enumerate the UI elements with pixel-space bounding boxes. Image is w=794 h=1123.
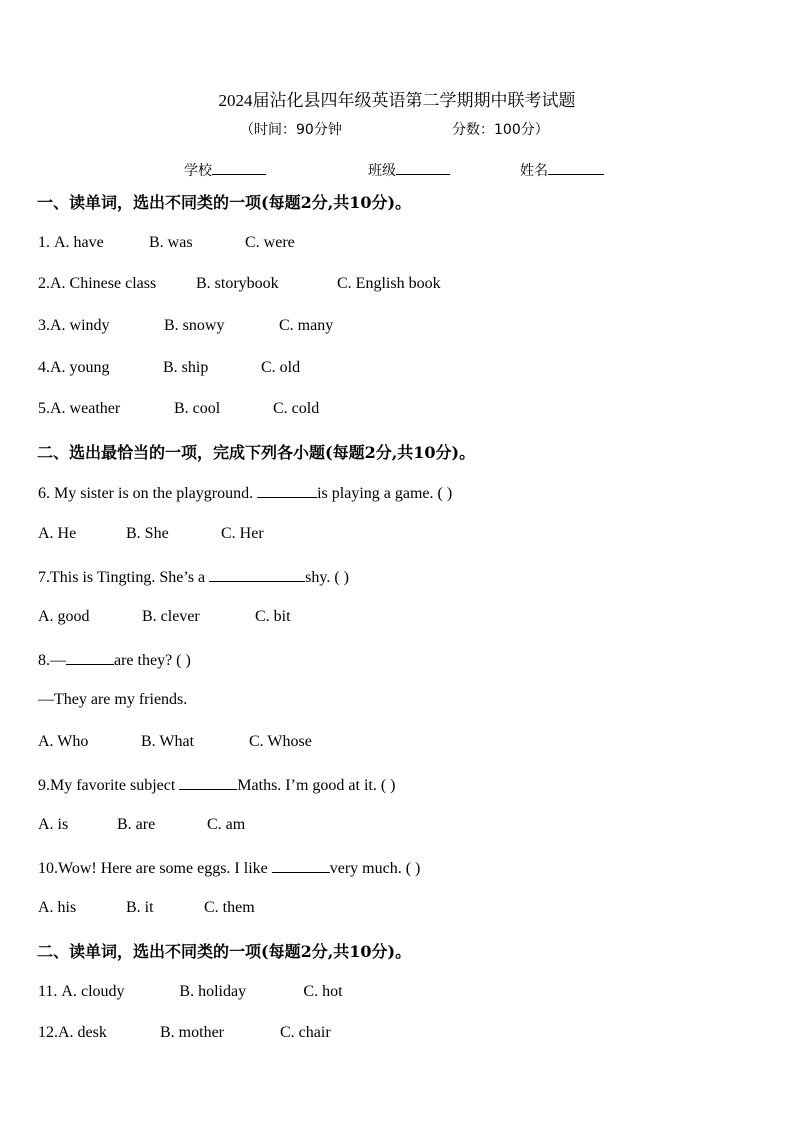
option-c: C. were [245,234,295,251]
option-a: A. have [54,234,104,251]
option-b: B. it [126,899,154,916]
question-8-answer: —They are my friends. [38,691,188,708]
option-c: C. hot [303,983,343,1000]
option-b: B. storybook [196,275,279,292]
option-b: B. was [149,234,193,251]
option-a: A. his [38,899,77,916]
section-heading: 二、读单词，选出不同类的一项(每题2分,共10分)。 [37,942,412,961]
option-a: A. He [38,525,77,542]
option-b: B. snowy [164,317,225,334]
option-c: C. Her [221,525,264,542]
class-field [368,160,450,180]
exam-time: （时间：90分钟 [240,122,342,138]
question-stem: 6. My sister is on the playground. [38,485,258,502]
question-stem-end: very much. ( ) [329,860,421,877]
option-b: B. What [141,733,195,750]
option-a: A. windy [50,317,110,334]
question-2 [38,275,441,293]
option-b: B. are [117,816,156,833]
option-b: B. mother [160,1024,224,1041]
option-a: A. weather [50,400,121,417]
question-number: 3. [38,317,50,334]
option-a: A. Who [38,733,89,750]
option-c: C. many [279,317,334,334]
name-label: 姓名 [520,163,548,179]
question-stem: 7.This is Tingting. She’s a [38,569,210,586]
section-heading: 二、选出最恰当的一项，完成下列各小题(每题2分,共10分)。 [37,443,476,462]
name-field [520,160,604,180]
option-b: B. cool [174,400,221,417]
answer-blank[interactable] [272,858,330,873]
answer-blank[interactable] [257,483,317,498]
question-stem-end: is playing a game. ( ) [317,485,453,502]
class-label: 班级 [368,163,396,179]
options-7 [38,608,291,626]
exam-score: 分数：100分） [452,122,549,138]
name-blank[interactable] [548,160,604,175]
option-b: B. holiday [179,983,247,1000]
option-b: B. ship [163,359,209,376]
question-10 [38,858,420,878]
option-a: A. Chinese class [50,275,157,292]
question-number: 5. [38,400,50,417]
option-c: C. am [207,816,246,833]
question-1 [38,234,295,252]
question-number: 12. [38,1024,58,1041]
option-a: A. young [50,359,110,376]
question-stem-end: are they? ( ) [114,652,191,669]
school-field [184,160,266,180]
question-6 [38,483,452,503]
question-11 [38,983,343,1001]
school-blank[interactable] [212,160,266,175]
option-c: C. English book [337,275,441,292]
option-c: C. Whose [249,733,312,750]
question-5 [38,400,319,418]
answer-blank[interactable] [179,775,237,790]
question-7 [38,567,349,587]
option-a: A. is [38,816,69,833]
options-6 [38,525,264,543]
option-a: A. desk [58,1024,107,1041]
option-c: C. old [261,359,301,376]
question-8 [38,650,191,670]
options-8 [38,733,312,751]
question-12 [38,1024,331,1042]
option-b: B. clever [142,608,200,625]
question-stem-end: shy. ( ) [305,569,349,586]
question-9 [38,775,396,795]
class-blank[interactable] [396,160,450,175]
question-number: 2. [38,275,50,292]
option-a: A. good [38,608,90,625]
option-c: C. bit [255,608,291,625]
question-stem: 10.Wow! Here are some eggs. I like [38,860,272,877]
options-9 [38,816,245,834]
question-number: 11. [38,983,62,1000]
question-number: 4. [38,359,50,376]
answer-blank[interactable] [209,567,305,582]
options-10 [38,899,255,917]
question-number: 1. [38,234,50,251]
page-title: 2024届沾化县四年级英语第二学期期中联考试题 [218,91,576,110]
section-heading: 一、读单词，选出不同类的一项(每题2分,共10分)。 [37,193,412,212]
school-label: 学校 [184,163,212,179]
question-4 [38,359,300,377]
question-stem: 9.My favorite subject [38,777,180,794]
option-c: C. chair [280,1024,331,1041]
option-c: C. them [204,899,255,916]
option-a: A. cloudy [61,983,125,1000]
question-stem: 8.— [38,652,66,669]
question-stem-end: Maths. I’m good at it. ( ) [237,777,396,794]
question-3 [38,317,333,335]
answer-blank[interactable] [66,650,114,665]
option-b: B. She [126,525,169,542]
option-c: C. cold [273,400,320,417]
